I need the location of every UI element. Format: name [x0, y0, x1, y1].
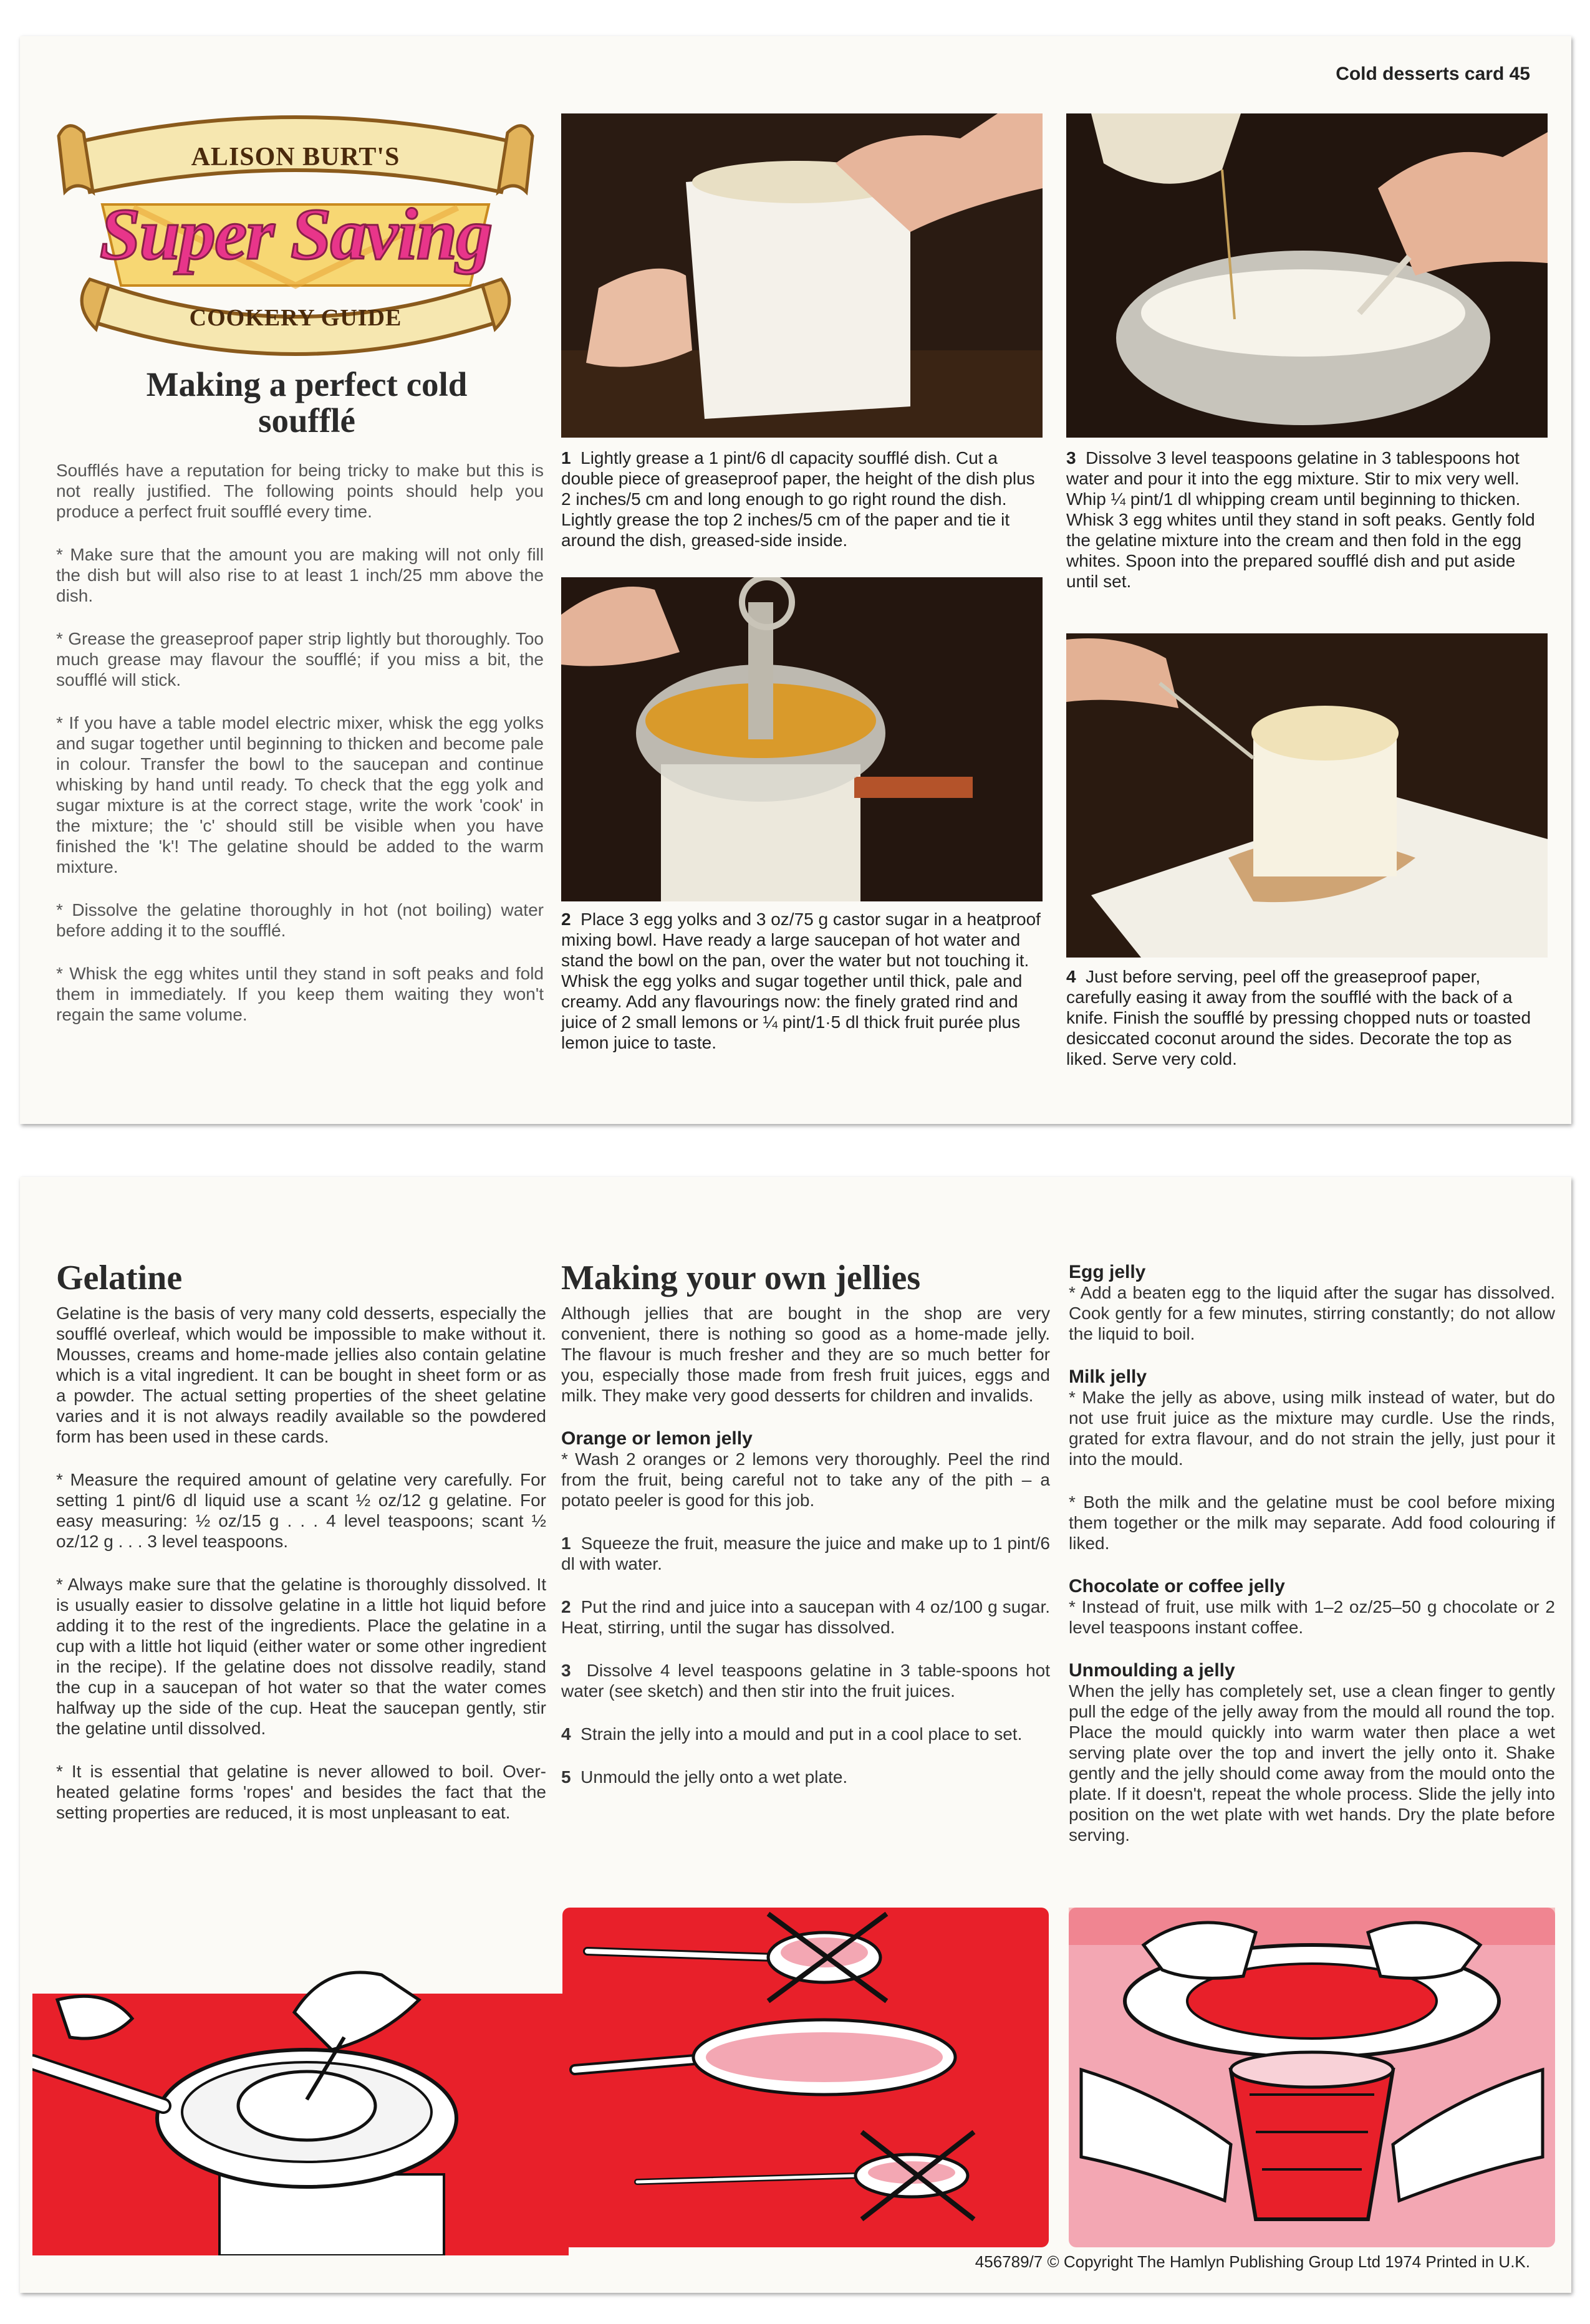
step-number: 4 — [1066, 967, 1076, 986]
copyright-footer: 456789/7 © Copyright The Hamlyn Publishing Group Ltd 1974 Printed in U.K. — [975, 2252, 1530, 2271]
souffle-tips — [56, 460, 544, 1047]
step-text: Strain the jelly into a mould and put in a cool place to set. — [581, 1724, 1023, 1744]
logo-top-text: ALISON BURT'S — [191, 143, 400, 171]
jellies-section — [561, 1258, 1050, 1810]
step-3-caption — [1066, 448, 1548, 592]
variation-paragraph: When the jelly has completely set, use a clean finger to gently pull the edge of the jelly away from the mould all round the top. Place the mould quickly into warm water then place a wet serving plate over the top and invert the jelly onto it. Shake gently and the jelly should come away from the mould onto the plate. If it doesn't, repeat the whole process. Slide the jelly into position on the wet plate with wet hands. Dry the plate before serving. — [1069, 1681, 1555, 1845]
step-number: 3 — [1066, 448, 1076, 468]
step-text: Lightly grease a 1 pint/6 dl capacity soufflé dish. Cut a double piece of greaseproof paper, the height of the dish plus 2 inches/5 cm and long enough to go right round the dish. Lightly grease the top 2 inches/5 cm of the paper and tie it around the dish, greased-side inside. — [561, 448, 1035, 550]
step-number: 1 — [561, 448, 571, 468]
variation-paragraph: * Instead of fruit, use milk with 1–2 oz/25–50 g chocolate or 2 level teaspoons instant coffee. — [1069, 1597, 1555, 1637]
gelatine-paragraph: * Always make sure that the gelatine is thoroughly dissolved. It is usually easier to dissolve gelatine in a little hot liquid before adding it to the rest of the ingredients. Place the gelatine in a cup with a little hot liquid (either water or some other ingredient in the recipe). If the gelatine does not dissolve readily, stand the cup in a saucepan of hot water so that the water comes halfway up the side of the cup. Heat the saucepan gently, stir the gelatine until dissolved. — [56, 1575, 546, 1738]
variation-paragraph: * Both the milk and the gelatine must be cool before mixing them together or the milk may separate. Add food colouring if liked. — [1069, 1492, 1555, 1553]
step-text: Squeeze the fruit, measure the juice and make up to 1 pint/6 dl with water. — [561, 1534, 1050, 1573]
step-number: 4 — [561, 1724, 571, 1744]
step-1-photo — [561, 113, 1043, 438]
jelly-step — [561, 1724, 1050, 1744]
orange-jelly-heading: Orange or lemon jelly — [561, 1428, 753, 1449]
step-text: Dissolve 3 level teaspoons gelatine in 3 tablespoons hot water and pour it into the egg mixture. Stir to mix very well. Whip ¼ pint/1 dl whipping cream until beginning to thicken. Whisk 3 egg whites until they stand in soft peaks. Gently fold the gelatine mixture into the cream and then fold in the egg whites. Spoon into the prepared soufflé dish and put aside until set. — [1066, 448, 1535, 591]
step-number: 5 — [561, 1767, 571, 1787]
step-text: Put the rind and juice into a saucepan with 4 oz/100 g sugar. Heat, stirring, until the sugar has dissolved. — [561, 1597, 1050, 1637]
jelly-step — [561, 1597, 1050, 1638]
milk-jelly-heading: Milk jelly — [1069, 1366, 1147, 1387]
step-4-photo — [1066, 633, 1548, 958]
card-number: Cold desserts card 45 — [1336, 64, 1530, 84]
intro-paragraph: Soufflés have a reputation for being tricky to make but this is not really justified. The following points should help you produce a perfect fruit soufflé every time. — [56, 461, 544, 521]
step-1-caption — [561, 448, 1043, 550]
gelatine-section — [56, 1258, 546, 1845]
gelatine-paragraph: * It is essential that gelatine is never allowed to boil. Over-heated gelatine forms 'ropes' and besides the fact that the setting properties are reduced, it is most unpleasant to eat. — [56, 1762, 546, 1822]
jelly-step — [561, 1533, 1050, 1574]
step-2-caption — [561, 909, 1043, 1053]
tip-paragraph: * If you have a table model electric mixer, whisk the egg yolks and sugar together until beginning to thicken and become pale in colour. Transfer the bowl to the saucepan and continue whisking by hand until ready. To check that the egg yolk and sugar mixture is at the correct stage, write the work 'cook' in the mixture; the 'c' should still be visible when you have finished the 'k'! The gelatine should be added to the warm mixture. — [56, 713, 544, 876]
step-number: 2 — [561, 1597, 571, 1616]
jellies-intro: Although jellies that are bought in the shop are very convenient, there is nothing so good as a home-made jelly. The flavour is much fresher and they are so much better for you, especially those made from fresh fruit juices, eggs and milk. They make very good desserts for children and invalids. — [561, 1304, 1050, 1405]
tip-paragraph: * Make sure that the amount you are making will not only fill the dish but will also rise to at least 1 inch/25 mm above the dish. — [56, 545, 544, 605]
variation-paragraph: * Make the jelly as above, using milk instead of water, but do not use fruit juice as the mixture may curdle. Use the rinds, grated for extra flavour, and do not strain the jelly, just pour it into the mould. — [1069, 1388, 1555, 1469]
step-3-photo — [1066, 113, 1548, 438]
jelly-step — [561, 1767, 1050, 1787]
gelatine-paragraph: * Measure the required amount of gelatine very carefully. For setting 1 pint/6 dl liquid use a scant ½ oz/12 g gelatine. For easy measuring: ½ oz/15 g . . . 4 level teaspoons; scant ½ oz/12 g . . . 3 level teaspoons. — [56, 1470, 546, 1551]
step-text: Unmould the jelly onto a wet plate. — [581, 1767, 848, 1787]
orange-jelly-intro: * Wash 2 oranges or 2 lemons very thoroughly. Peel the rind from the fruit, being careful not to take any of the pith – a potato peeler is good for this job. — [561, 1449, 1050, 1510]
tip-paragraph: * Whisk the egg whites until they stand in soft peaks and fold them in immediately. If you keep them waiting they won't regain the same volume. — [56, 964, 544, 1024]
egg-jelly-heading: Egg jelly — [1069, 1262, 1146, 1282]
step-text: Just before serving, peel off the greaseproof paper, carefully easing it away from the soufflé with the back of a knife. Finish the soufflé by pressing chopped nuts or toasted desiccated coconut around the sides. Decorate the top as liked. Serve very cold. — [1066, 967, 1531, 1068]
title-line-2: soufflé — [258, 401, 355, 439]
step-number: 1 — [561, 1534, 571, 1553]
jelly-step — [561, 1660, 1050, 1701]
super-saving-logo — [34, 98, 557, 373]
spoon-measures-illustration — [562, 1908, 1049, 2247]
jellies-heading: Making your own jellies — [561, 1259, 921, 1297]
jelly-variations — [1069, 1262, 1555, 1868]
logo-bottom-text: COOKERY GUIDE — [189, 305, 402, 331]
step-4-caption — [1066, 966, 1548, 1069]
souffle-title — [57, 367, 556, 439]
souffle-card — [20, 36, 1571, 1124]
title-line-1: Making a perfect cold — [146, 365, 468, 403]
unmoulding-heading: Unmoulding a jelly — [1069, 1660, 1235, 1681]
gelatine-heading: Gelatine — [56, 1259, 183, 1297]
gelatine-jellies-card — [20, 1177, 1571, 2293]
chocolate-jelly-heading: Chocolate or coffee jelly — [1069, 1576, 1285, 1597]
logo-main-text: Super Saving — [99, 193, 492, 275]
step-2-photo — [561, 577, 1043, 901]
gelatine-paragraph: Gelatine is the basis of very many cold desserts, especially the soufflé overleaf, which would be impossible to make without it. Mousses, creams and home-made jellies also contain gelatine which is a vital ingredient. It can be bought in sheet form or as a powder. The actual setting properties of the sheet gelatine varies and it is not always readily available so the powdered form has been used in these cards. — [56, 1304, 546, 1446]
variation-paragraph: * Add a beaten egg to the liquid after the sugar has dissolved. Cook gently for a few minutes, stirring constantly; do not allow the liquid to boil. — [1069, 1283, 1555, 1343]
step-number: 2 — [561, 910, 571, 929]
step-text: Place 3 egg yolks and 3 oz/75 g castor sugar in a heatproof mixing bowl. Have ready a large saucepan of hot water and stand the bowl on the pan, over the water but not touching it. Whisk the egg yolks and sugar together until thick, pale and creamy. Add any flavourings now: the finely grated rind and juice of 2 small lemons or ¼ pint/1·5 dl thick fruit purée plus lemon juice to taste. — [561, 910, 1041, 1052]
step-text: Dissolve 4 level teaspoons gelatine in 3 table-spoons hot water (see sketch) and then stir into the fruit juices. — [561, 1661, 1050, 1701]
tip-paragraph: * Grease the greaseproof paper strip lightly but thoroughly. Too much grease may flavour the soufflé; if you miss a bit, the soufflé will stick. — [56, 629, 544, 689]
step-number: 3 — [561, 1661, 571, 1680]
unmoulding-illustration — [1069, 1908, 1555, 2247]
tip-paragraph: * Dissolve the gelatine thoroughly in hot (not boiling) water before adding it to the soufflé. — [56, 900, 544, 940]
dissolving-gelatine-illustration — [32, 1962, 569, 2255]
